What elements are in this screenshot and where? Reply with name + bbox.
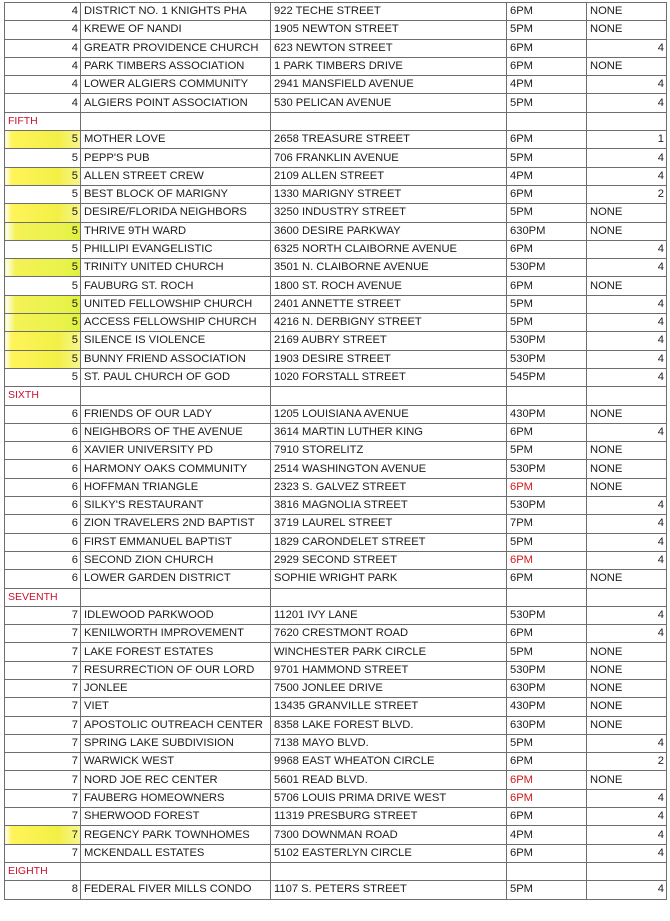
section-label: FIFTH — [5, 112, 81, 130]
ward-number-cell: 6 — [5, 460, 81, 478]
organization-cell: APOSTOLIC OUTREACH CENTER — [81, 716, 271, 734]
district-cell: NONE — [587, 442, 667, 460]
meeting-time-cell: 6PM — [507, 753, 587, 771]
ward-number-cell: 4 — [5, 3, 81, 21]
address-cell: WINCHESTER PARK CIRCLE — [271, 643, 507, 661]
organization-cell: LOWER ALGIERS COMMUNITY — [81, 76, 271, 94]
table-row — [5, 808, 667, 826]
address-cell: 3719 LAUREL STREET — [271, 515, 507, 533]
ward-number-cell: 7 — [5, 789, 81, 807]
table-row — [5, 826, 667, 844]
table-row — [5, 881, 667, 899]
table-row — [5, 442, 667, 460]
district-cell: 4 — [587, 551, 667, 569]
meeting-time-cell: 6PM — [507, 551, 587, 569]
address-cell: 1800 ST. ROCH AVENUE — [271, 277, 507, 295]
district-cell: 4 — [587, 533, 667, 551]
table-row — [5, 368, 667, 386]
district-cell: 4 — [587, 497, 667, 515]
meeting-time-cell: 4PM — [507, 76, 587, 94]
address-cell: 7138 MAYO BLVD. — [271, 734, 507, 752]
district-cell: NONE — [587, 405, 667, 423]
ward-number-cell: 5 — [5, 167, 81, 185]
ward-number-cell: 6 — [5, 515, 81, 533]
table-row — [5, 515, 667, 533]
meeting-time-cell: 545PM — [507, 368, 587, 386]
table-row — [5, 57, 667, 75]
district-cell: 2 — [587, 185, 667, 203]
ward-number-cell: 7 — [5, 661, 81, 679]
ward-number-cell: 5 — [5, 295, 81, 313]
empty-cell — [587, 387, 667, 405]
table-row — [5, 167, 667, 185]
district-cell: 4 — [587, 39, 667, 57]
organization-cell: GREATR PROVIDENCE CHURCH — [81, 39, 271, 57]
address-cell: 4216 N. DERBIGNY STREET — [271, 314, 507, 332]
district-cell: NONE — [587, 698, 667, 716]
organization-cell: REGENCY PARK TOWNHOMES — [81, 826, 271, 844]
address-cell: 1 PARK TIMBERS DRIVE — [271, 57, 507, 75]
district-cell: 4 — [587, 826, 667, 844]
district-cell: NONE — [587, 478, 667, 496]
organization-cell: VIET — [81, 698, 271, 716]
ward-number-cell: 7 — [5, 625, 81, 643]
meeting-time-cell: 5PM — [507, 643, 587, 661]
meeting-time-cell: 6PM — [507, 240, 587, 258]
table-row — [5, 259, 667, 277]
organization-cell: KENILWORTH IMPROVEMENT — [81, 625, 271, 643]
district-cell: NONE — [587, 277, 667, 295]
meeting-time-cell: 530PM — [507, 661, 587, 679]
organization-cell: XAVIER UNIVERSITY PD — [81, 442, 271, 460]
address-cell: 7300 DOWNMAN ROAD — [271, 826, 507, 844]
table-row — [5, 405, 667, 423]
address-cell: 3250 INDUSTRY STREET — [271, 204, 507, 222]
organization-cell: UNITED FELLOWSHIP CHURCH — [81, 295, 271, 313]
organization-cell: JONLEE — [81, 679, 271, 697]
table-body — [5, 3, 667, 900]
address-cell: 6325 NORTH CLAIBORNE AVENUE — [271, 240, 507, 258]
empty-cell — [81, 862, 271, 880]
address-cell: 3816 MAGNOLIA STREET — [271, 497, 507, 515]
meeting-time-cell: 630PM — [507, 716, 587, 734]
district-cell: NONE — [587, 3, 667, 21]
meeting-time-cell: 6PM — [507, 478, 587, 496]
district-cell: NONE — [587, 21, 667, 39]
organization-cell: SHERWOOD FOREST — [81, 808, 271, 826]
ward-number-cell: 4 — [5, 94, 81, 112]
ward-number-cell: 5 — [5, 332, 81, 350]
table-row — [5, 295, 667, 313]
table-row — [5, 3, 667, 21]
address-cell: 2941 MANSFIELD AVENUE — [271, 76, 507, 94]
ward-number-cell: 4 — [5, 76, 81, 94]
meeting-time-cell: 6PM — [507, 789, 587, 807]
table-row — [5, 277, 667, 295]
ward-number-cell: 5 — [5, 314, 81, 332]
district-cell: NONE — [587, 57, 667, 75]
organization-cell: PARK TIMBERS ASSOCIATION — [81, 57, 271, 75]
address-cell: 2514 WASHINGTON AVENUE — [271, 460, 507, 478]
empty-cell — [507, 862, 587, 880]
address-cell: 5102 EASTERLYN CIRCLE — [271, 844, 507, 862]
organization-cell: HOFFMAN TRIANGLE — [81, 478, 271, 496]
address-cell: SOPHIE WRIGHT PARK — [271, 570, 507, 588]
district-cell: NONE — [587, 679, 667, 697]
meeting-time-cell: 530PM — [507, 606, 587, 624]
organization-cell: WARWICK WEST — [81, 753, 271, 771]
district-cell: NONE — [587, 204, 667, 222]
section-label: SIXTH — [5, 387, 81, 405]
district-cell: 4 — [587, 314, 667, 332]
meeting-time-cell: 5PM — [507, 21, 587, 39]
meeting-time-cell: 430PM — [507, 698, 587, 716]
district-cell: 4 — [587, 844, 667, 862]
district-cell: 4 — [587, 515, 667, 533]
district-cell: 4 — [587, 368, 667, 386]
table-row — [5, 423, 667, 441]
ward-number-cell: 7 — [5, 716, 81, 734]
table-row — [5, 94, 667, 112]
address-cell: 7910 STORELITZ — [271, 442, 507, 460]
organization-cell: BEST BLOCK OF MARIGNY — [81, 185, 271, 203]
ward-number-cell: 5 — [5, 240, 81, 258]
address-cell: 9701 HAMMOND STREET — [271, 661, 507, 679]
meeting-time-cell: 5PM — [507, 295, 587, 313]
district-cell: NONE — [587, 570, 667, 588]
meeting-time-cell: 6PM — [507, 625, 587, 643]
ward-section-row — [5, 862, 667, 880]
address-cell: 2109 ALLEN STREET — [271, 167, 507, 185]
meeting-time-cell: 530PM — [507, 332, 587, 350]
ward-number-cell: 7 — [5, 679, 81, 697]
organization-cell: FIRST EMMANUEL BAPTIST — [81, 533, 271, 551]
address-cell: 13435 GRANVILLE STREET — [271, 698, 507, 716]
meeting-time-cell: 5PM — [507, 94, 587, 112]
ward-number-cell: 7 — [5, 808, 81, 826]
organization-cell: ST. PAUL CHURCH OF GOD — [81, 368, 271, 386]
organization-cell: SPRING LAKE SUBDIVISION — [81, 734, 271, 752]
ward-number-cell: 8 — [5, 881, 81, 899]
organization-cell: FAUBURG ST. ROCH — [81, 277, 271, 295]
ward-number-cell: 6 — [5, 478, 81, 496]
table-row — [5, 661, 667, 679]
meeting-time-cell: 530PM — [507, 350, 587, 368]
empty-cell — [587, 112, 667, 130]
ward-number-cell: 6 — [5, 423, 81, 441]
ward-number-cell: 5 — [5, 185, 81, 203]
organization-cell: NORD JOE REC CENTER — [81, 771, 271, 789]
table-row — [5, 625, 667, 643]
empty-cell — [587, 862, 667, 880]
meeting-time-cell: 5PM — [507, 881, 587, 899]
address-cell: 11201 IVY LANE — [271, 606, 507, 624]
district-cell: 4 — [587, 789, 667, 807]
meeting-time-cell: 6PM — [507, 844, 587, 862]
organization-cell: HARMONY OAKS COMMUNITY — [81, 460, 271, 478]
address-cell: 7620 CRESTMONT ROAD — [271, 625, 507, 643]
ward-number-cell: 6 — [5, 497, 81, 515]
district-cell: 4 — [587, 423, 667, 441]
address-cell: 922 TECHE STREET — [271, 3, 507, 21]
empty-cell — [271, 588, 507, 606]
empty-cell — [507, 588, 587, 606]
table-row — [5, 332, 667, 350]
meeting-time-cell: 6PM — [507, 185, 587, 203]
ward-number-cell: 4 — [5, 39, 81, 57]
table-row — [5, 643, 667, 661]
organization-cell: LAKE FOREST ESTATES — [81, 643, 271, 661]
ward-number-cell: 4 — [5, 21, 81, 39]
table-row — [5, 204, 667, 222]
organization-cell: SILKY'S RESTAURANT — [81, 497, 271, 515]
district-cell: 1 — [587, 131, 667, 149]
meeting-time-cell: 530PM — [507, 460, 587, 478]
table-row — [5, 76, 667, 94]
ward-section-row — [5, 588, 667, 606]
table-row — [5, 551, 667, 569]
table-row — [5, 240, 667, 258]
address-cell: 8358 LAKE FOREST BLVD. — [271, 716, 507, 734]
empty-cell — [81, 112, 271, 130]
table-row — [5, 533, 667, 551]
ward-number-cell: 5 — [5, 131, 81, 149]
table-row — [5, 679, 667, 697]
meeting-time-cell: 6PM — [507, 39, 587, 57]
table-row — [5, 350, 667, 368]
address-cell: 7500 JONLEE DRIVE — [271, 679, 507, 697]
ward-number-cell: 5 — [5, 222, 81, 240]
empty-cell — [81, 387, 271, 405]
district-cell: 4 — [587, 149, 667, 167]
ward-number-cell: 4 — [5, 57, 81, 75]
meeting-time-cell: 5PM — [507, 204, 587, 222]
address-cell: 3501 N. CLAIBORNE AVENUE — [271, 259, 507, 277]
district-cell: 4 — [587, 734, 667, 752]
organization-cell: PHILLIPI EVANGELISTIC — [81, 240, 271, 258]
district-cell: 4 — [587, 76, 667, 94]
address-cell: 9968 EAST WHEATON CIRCLE — [271, 753, 507, 771]
ward-number-cell: 5 — [5, 259, 81, 277]
address-cell: 2401 ANNETTE STREET — [271, 295, 507, 313]
table-row — [5, 734, 667, 752]
organization-cell: ACCESS FELLOWSHIP CHURCH — [81, 314, 271, 332]
district-cell: NONE — [587, 460, 667, 478]
address-cell: 2929 SECOND STREET — [271, 551, 507, 569]
district-cell: 4 — [587, 881, 667, 899]
district-cell: NONE — [587, 716, 667, 734]
ward-number-cell: 6 — [5, 442, 81, 460]
ward-number-cell: 7 — [5, 734, 81, 752]
table-row — [5, 789, 667, 807]
address-cell: 5706 LOUIS PRIMA DRIVE WEST — [271, 789, 507, 807]
district-cell: 4 — [587, 350, 667, 368]
table-row — [5, 21, 667, 39]
meeting-schedule-table — [4, 2, 667, 900]
address-cell: 1905 NEWTON STREET — [271, 21, 507, 39]
address-cell: 5601 READ BLVD. — [271, 771, 507, 789]
organization-cell: MOTHER LOVE — [81, 131, 271, 149]
district-cell: 4 — [587, 167, 667, 185]
meeting-time-cell: 6PM — [507, 771, 587, 789]
address-cell: 1903 DESIRE STREET — [271, 350, 507, 368]
address-cell: 530 PELICAN AVENUE — [271, 94, 507, 112]
address-cell: 623 NEWTON STREET — [271, 39, 507, 57]
ward-number-cell: 5 — [5, 204, 81, 222]
meeting-time-cell: 5PM — [507, 314, 587, 332]
district-cell: NONE — [587, 222, 667, 240]
table-row — [5, 185, 667, 203]
meeting-time-cell: 6PM — [507, 570, 587, 588]
organization-cell: KREWE OF NANDI — [81, 21, 271, 39]
address-cell: 1330 MARIGNY STREET — [271, 185, 507, 203]
meeting-time-cell: 5PM — [507, 149, 587, 167]
ward-number-cell: 6 — [5, 405, 81, 423]
district-cell: 4 — [587, 94, 667, 112]
section-label: SEVENTH — [5, 588, 81, 606]
district-cell: 4 — [587, 808, 667, 826]
table-row — [5, 460, 667, 478]
district-cell: NONE — [587, 771, 667, 789]
ward-section-row — [5, 387, 667, 405]
ward-number-cell: 6 — [5, 533, 81, 551]
table-row — [5, 478, 667, 496]
address-cell: 1020 FORSTALL STREET — [271, 368, 507, 386]
district-cell: 4 — [587, 606, 667, 624]
ward-number-cell: 7 — [5, 643, 81, 661]
ward-number-cell: 5 — [5, 368, 81, 386]
table-row — [5, 222, 667, 240]
organization-cell: FEDERAL FIVER MILLS CONDO — [81, 881, 271, 899]
address-cell: 2658 TREASURE STREET — [271, 131, 507, 149]
ward-number-cell: 7 — [5, 698, 81, 716]
ward-number-cell: 7 — [5, 753, 81, 771]
spreadsheet — [4, 2, 666, 900]
meeting-time-cell: 7PM — [507, 515, 587, 533]
meeting-time-cell: 6PM — [507, 3, 587, 21]
district-cell: NONE — [587, 643, 667, 661]
organization-cell: LOWER GARDEN DISTRICT — [81, 570, 271, 588]
meeting-time-cell: 5PM — [507, 734, 587, 752]
ward-number-cell: 7 — [5, 771, 81, 789]
empty-cell — [271, 387, 507, 405]
table-row — [5, 844, 667, 862]
table-row — [5, 753, 667, 771]
district-cell: 4 — [587, 240, 667, 258]
address-cell: 11319 PRESBURG STREET — [271, 808, 507, 826]
organization-cell: ZION TRAVELERS 2ND BAPTIST — [81, 515, 271, 533]
empty-cell — [587, 588, 667, 606]
section-label: EIGHTH — [5, 862, 81, 880]
meeting-time-cell: 6PM — [507, 57, 587, 75]
organization-cell: RESURRECTION OF OUR LORD — [81, 661, 271, 679]
organization-cell: PEPP'S PUB — [81, 149, 271, 167]
organization-cell: MCKENDALL ESTATES — [81, 844, 271, 862]
organization-cell: TRINITY UNITED CHURCH — [81, 259, 271, 277]
organization-cell: FRIENDS OF OUR LADY — [81, 405, 271, 423]
organization-cell: SILENCE IS VIOLENCE — [81, 332, 271, 350]
ward-section-row — [5, 112, 667, 130]
district-cell: NONE — [587, 661, 667, 679]
meeting-time-cell: 6PM — [507, 808, 587, 826]
ward-number-cell: 7 — [5, 826, 81, 844]
meeting-time-cell: 6PM — [507, 277, 587, 295]
empty-cell — [507, 387, 587, 405]
organization-cell: IDLEWOOD PARKWOOD — [81, 606, 271, 624]
ward-number-cell: 5 — [5, 277, 81, 295]
address-cell: 3614 MARTIN LUTHER KING — [271, 423, 507, 441]
organization-cell: SECOND ZION CHURCH — [81, 551, 271, 569]
table-row — [5, 698, 667, 716]
meeting-time-cell: 5PM — [507, 442, 587, 460]
address-cell: 1107 S. PETERS STREET — [271, 881, 507, 899]
meeting-time-cell: 530PM — [507, 259, 587, 277]
meeting-time-cell: 630PM — [507, 679, 587, 697]
ward-number-cell: 7 — [5, 844, 81, 862]
district-cell: 4 — [587, 332, 667, 350]
address-cell: 3600 DESIRE PARKWAY — [271, 222, 507, 240]
organization-cell: ALLEN STREET CREW — [81, 167, 271, 185]
ward-number-cell: 5 — [5, 350, 81, 368]
organization-cell: ALGIERS POINT ASSOCIATION — [81, 94, 271, 112]
district-cell: 2 — [587, 753, 667, 771]
table-row — [5, 771, 667, 789]
district-cell: 4 — [587, 625, 667, 643]
table-row — [5, 497, 667, 515]
empty-cell — [271, 862, 507, 880]
organization-cell: BUNNY FRIEND ASSOCIATION — [81, 350, 271, 368]
table-row — [5, 149, 667, 167]
district-cell: 4 — [587, 295, 667, 313]
organization-cell: DESIRE/FLORIDA NEIGHBORS — [81, 204, 271, 222]
table-row — [5, 39, 667, 57]
ward-number-cell: 5 — [5, 149, 81, 167]
ward-number-cell: 6 — [5, 551, 81, 569]
table-row — [5, 314, 667, 332]
address-cell: 706 FRANKLIN AVENUE — [271, 149, 507, 167]
meeting-time-cell: 430PM — [507, 405, 587, 423]
table-row — [5, 716, 667, 734]
meeting-time-cell: 6PM — [507, 423, 587, 441]
meeting-time-cell: 630PM — [507, 222, 587, 240]
meeting-time-cell: 5PM — [507, 533, 587, 551]
empty-cell — [81, 588, 271, 606]
empty-cell — [507, 112, 587, 130]
address-cell: 2169 AUBRY STREET — [271, 332, 507, 350]
meeting-time-cell: 6PM — [507, 131, 587, 149]
meeting-time-cell: 4PM — [507, 167, 587, 185]
meeting-time-cell: 4PM — [507, 826, 587, 844]
ward-number-cell: 6 — [5, 570, 81, 588]
organization-cell: NEIGHBORS OF THE AVENUE — [81, 423, 271, 441]
empty-cell — [271, 112, 507, 130]
address-cell: 1829 CARONDELET STREET — [271, 533, 507, 551]
address-cell: 1205 LOUISIANA AVENUE — [271, 405, 507, 423]
table-row — [5, 570, 667, 588]
organization-cell: DISTRICT NO. 1 KNIGHTS PHA — [81, 3, 271, 21]
table-row — [5, 131, 667, 149]
ward-number-cell: 7 — [5, 606, 81, 624]
table-row — [5, 606, 667, 624]
address-cell: 2323 S. GALVEZ STREET — [271, 478, 507, 496]
organization-cell: FAUBERG HOMEOWNERS — [81, 789, 271, 807]
district-cell: 4 — [587, 259, 667, 277]
meeting-time-cell: 530PM — [507, 497, 587, 515]
organization-cell: THRIVE 9TH WARD — [81, 222, 271, 240]
